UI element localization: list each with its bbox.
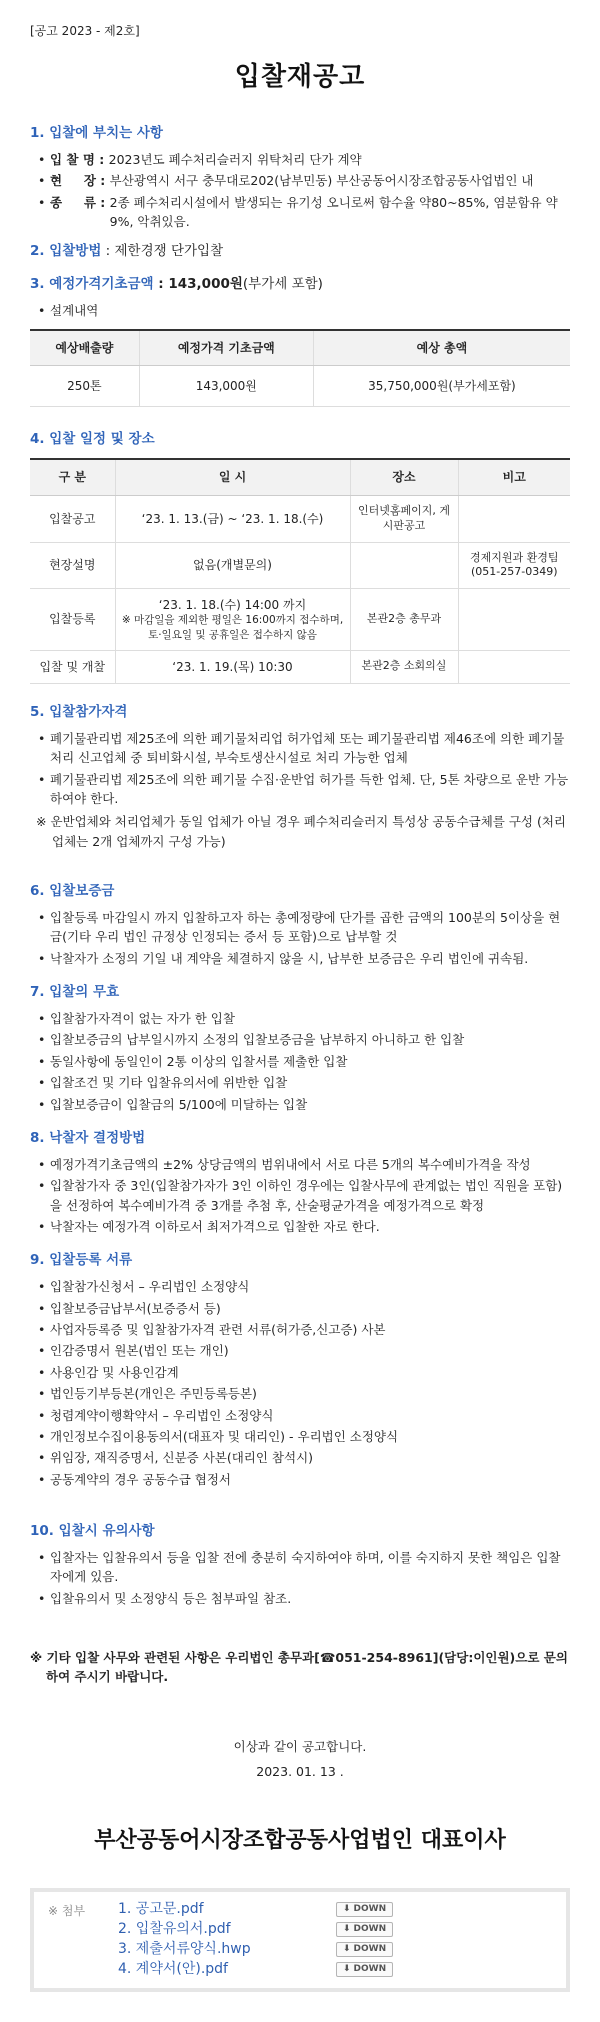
list-item: • 입찰등록 마감일시 까지 입찰하고자 하는 총예정량에 단가를 곱한 금액의 100분의 5이상을 현금(기타 우리 법인 규정상 인정되는 증서 등 포함)으로 납부할 것 (30, 908, 570, 947)
section-9-title: 9. 입찰등록 서류 (30, 1252, 133, 1269)
section-4-title: 4. 입찰 일정 및 장소 (30, 431, 155, 448)
table-header: 구 분 (30, 459, 115, 495)
item-value: 2023년도 폐수처리슬러지 위탁처리 단가 계약 (108, 151, 362, 167)
list-item: • 폐기물관리법 제25조에 의한 폐기물처리업 허가업체 또는 폐기물관리법 제46조에 의한 폐기물처리 신고업체 중 퇴비화시설, 부숙토생산시설로 처리 가능한 업체 (30, 729, 570, 768)
table-row (30, 650, 570, 683)
table-cell: 143,000원 (139, 366, 313, 407)
table-row (30, 495, 570, 542)
contact-note: ※ 기타 입찰 사무와 관련된 사항은 우리법인 총무과[☎051-254-8961](담당:이인원)으로 문의하여 주시기 바랍니다. (30, 1650, 568, 1685)
table-cell: 인터넷홈페이지, 게시판공고 (350, 495, 458, 542)
section-3-title (30, 274, 570, 295)
download-icon: ⬇ (343, 1903, 351, 1914)
list-item: • 법인등기부등본(개인은 주민등록등본) (30, 1384, 570, 1403)
attachment-label: ※ 첨부 (48, 1903, 86, 1918)
attachment-list (118, 1900, 552, 1980)
table-cell: ‘23. 1. 19.(목) 10:30 (115, 650, 350, 683)
section-5-list (30, 729, 570, 809)
list-item: • 동일사항에 동일인이 2통 이상의 입찰서를 제출한 입찰 (30, 1052, 570, 1071)
section-2-title (30, 241, 570, 262)
section-3-suffix: (부가세 포함) (242, 276, 323, 293)
item-value: 부산광역시 서구 충무대로202(남부민동) 부산공동어시장조합공동사업법인 내 (109, 173, 534, 189)
download-button[interactable] (336, 1942, 393, 1957)
section-1-title: 1. 입찰에 부치는 사항 (30, 124, 163, 141)
table-cell: ‘23. 1. 13.(금) ~ ‘23. 1. 18.(수) (115, 495, 350, 542)
attachment-row (118, 1900, 552, 1920)
item-key: • 현 장 : (50, 173, 110, 189)
table-cell: 본관2층 총무과 (350, 589, 458, 651)
section-6-title: 6. 입찰보증금 (30, 883, 115, 900)
list-item: • 입찰유의서 및 소정양식 등은 첨부파일 참조. (30, 1589, 570, 1608)
page-title: 입찰재공고 (234, 61, 366, 92)
list-item: • 설계내역 (30, 301, 570, 320)
table-cell: 본관2층 소회의실 (350, 650, 458, 683)
table-header-row (30, 330, 570, 366)
section-1-list (30, 150, 570, 232)
table-cell: 입찰공고 (30, 495, 115, 542)
list-item: • 폐기물관리법 제25조에 의한 폐기물 수집·운반업 허가를 득한 업체. 단, 5톤 차량으로 운반 가능하여야 한다. (30, 770, 570, 809)
list-item: • 인감증명서 원본(법인 또는 개인) (30, 1341, 570, 1360)
table-cell (458, 495, 570, 542)
download-label: DOWN (353, 1943, 387, 1954)
table-cell: 입찰등록 (30, 589, 115, 651)
table-cell (350, 542, 458, 589)
list-item: • 사용인감 및 사용인감계 (30, 1363, 570, 1382)
list-item: • 입찰보증금의 납부일시까지 소정의 입찰보증금을 납부하지 아니하고 한 입찰 (30, 1030, 570, 1049)
list-item: • 입찰자는 입찰유의서 등을 입찰 전에 충분히 숙지하여야 하며, 이를 숙지하지 못한 책임은 입찰자에게 있음. (30, 1548, 570, 1587)
table-cell: 250톤 (30, 366, 139, 407)
list-item: • 낙찰자는 예정가격 이하로서 최저가격으로 입찰한 자로 한다. (30, 1217, 570, 1236)
section-5-note: ※ 운반업체와 처리업체가 동일 업체가 아닐 경우 폐수처리슬러지 특성상 공동수급체를 구성 (처리업체는 2개 업체까지 구성 가능) (36, 814, 566, 849)
list-item: • 입찰보증금이 입찰금의 5/100에 미달하는 입찰 (30, 1095, 570, 1114)
attachment-link[interactable]: 2. 입찰유의서.pdf (118, 1920, 231, 1937)
download-button[interactable] (336, 1962, 393, 1977)
table-header: 일 시 (115, 459, 350, 495)
attachment-link[interactable]: 3. 제출서류양식.hwp (118, 1940, 251, 1957)
list-item: • 사업자등록증 및 입찰참가자격 관련 서류(허가증,신고증) 사본 (30, 1320, 570, 1339)
download-button[interactable] (336, 1902, 393, 1917)
schedule-table (30, 458, 570, 684)
table-cell: 경제지원과 환경팀 (051-257-0349) (458, 542, 570, 589)
schedule-note: 토·일요일 및 공휴일은 접수하지 않음 (148, 628, 317, 641)
organization-name: 부산공동어시장조합공동사업법인 대표이사 (94, 1827, 506, 1853)
list-item: • 입찰참가신청서 – 우리법인 소정양식 (30, 1277, 570, 1296)
item-key: • 종 류 : (50, 194, 110, 210)
download-icon: ⬇ (343, 1963, 351, 1974)
notice-number: [공고 2023 - 제2호] (30, 24, 140, 38)
list-item: • 낙찰자가 소정의 기일 내 계약을 체결하지 않을 시, 납부한 보증금은 우리 법인에 귀속됨. (30, 949, 570, 968)
table-cell: 입찰 및 개찰 (30, 650, 115, 683)
section-10-title: 10. 입찰시 유의사항 (30, 1523, 155, 1540)
table-row (30, 589, 570, 651)
list-item: • 위임장, 재직증명서, 신분증 사본(대리인 참석시) (30, 1448, 570, 1467)
section-8-title: 8. 낙찰자 결정방법 (30, 1129, 146, 1146)
download-label: DOWN (353, 1903, 387, 1914)
download-label: DOWN (353, 1963, 387, 1974)
section-5-title: 5. 입찰참가자격 (30, 703, 128, 720)
closing-text: 이상과 같이 공고합니다. (233, 1738, 367, 1754)
attachment-row (118, 1960, 552, 1980)
table-header: 예상배출량 (30, 330, 139, 366)
section-10-list (30, 1548, 570, 1608)
list-item: • 개인정보수집이용동의서(대표자 및 대리인) - 우리법인 소정양식 (30, 1427, 570, 1446)
list-item: • 입찰참가자격이 없는 자가 한 입찰 (30, 1009, 570, 1028)
list-item: • 공동계약의 경우 공동수급 협정서 (30, 1470, 570, 1489)
list-item: • 입찰조건 및 기타 입찰유의서에 위반한 입찰 (30, 1073, 570, 1092)
attachment-row (118, 1940, 552, 1960)
section-9-list (30, 1277, 570, 1489)
download-icon: ⬇ (343, 1943, 351, 1954)
design-table (30, 329, 570, 408)
attachment-link[interactable]: 4. 계약서(안).pdf (118, 1960, 228, 1977)
section-3-heading: 3. 예정가격기초금액 (30, 276, 154, 293)
table-header: 예정가격 기초금액 (139, 330, 313, 366)
closing (30, 1737, 570, 1782)
section-2-value: : 제한경쟁 단가입찰 (101, 243, 224, 260)
section-3-value: : 143,000원 (153, 276, 243, 293)
closing-date: 2023. 01. 13 . (256, 1764, 344, 1780)
section-8-list (30, 1155, 570, 1237)
table-cell (458, 589, 570, 651)
schedule-note: ※ 마감일을 제외한 평일은 16:00까지 접수하며, (121, 614, 344, 627)
list-item: • 예정가격기초금액의 ±2% 상당금액의 범위내에서 서로 다른 5개의 복수예비가격을 작성 (30, 1155, 570, 1174)
item-value: 2종 폐수처리시설에서 발생되는 유기성 오니로써 함수율 약80~85%, 염분함유 약9%, 악취있음. (109, 194, 558, 229)
list-item: • 입찰보증금납부서(보증증서 등) (30, 1299, 570, 1318)
attachment-row (118, 1920, 552, 1940)
download-icon: ⬇ (343, 1923, 351, 1934)
table-cell: 없음(개별문의) (115, 542, 350, 589)
table-cell (115, 589, 350, 651)
section-3-list (30, 301, 570, 320)
table-cell (458, 650, 570, 683)
list-item (30, 171, 570, 190)
table-header-row (30, 459, 570, 495)
list-item: • 청렴계약이행확약서 – 우리법인 소정양식 (30, 1406, 570, 1425)
table-row (30, 366, 570, 407)
attachment-link[interactable]: 1. 공고문.pdf (118, 1900, 204, 1917)
list-item (30, 150, 570, 169)
section-2-heading: 2. 입찰방법 (30, 243, 102, 260)
item-key: • 입 찰 명 : (50, 151, 109, 167)
attachment-box (30, 1888, 570, 1992)
list-item (30, 193, 570, 232)
table-header: 예상 총액 (313, 330, 570, 366)
section-6-list (30, 908, 570, 968)
table-header: 비고 (458, 459, 570, 495)
download-button[interactable] (336, 1922, 393, 1937)
list-item: • 입찰참가자 중 3인(입찰참가자가 3인 이하인 경우에는 입찰사무에 관계없는 법인 직원을 포함)을 선정하여 복수예비가격 중 3개를 추첨 후, 산술평균가격을 예정가격으로 확정 (30, 1176, 570, 1215)
schedule-datetime: ‘23. 1. 18.(수) 14:00 까지 (158, 598, 307, 613)
table-header: 장소 (350, 459, 458, 495)
table-row (30, 542, 570, 589)
section-7-title: 7. 입찰의 무효 (30, 984, 120, 1001)
section-7-list (30, 1009, 570, 1114)
download-label: DOWN (353, 1923, 387, 1934)
table-cell: 현장설명 (30, 542, 115, 589)
table-cell: 35,750,000원(부가세포함) (313, 366, 570, 407)
